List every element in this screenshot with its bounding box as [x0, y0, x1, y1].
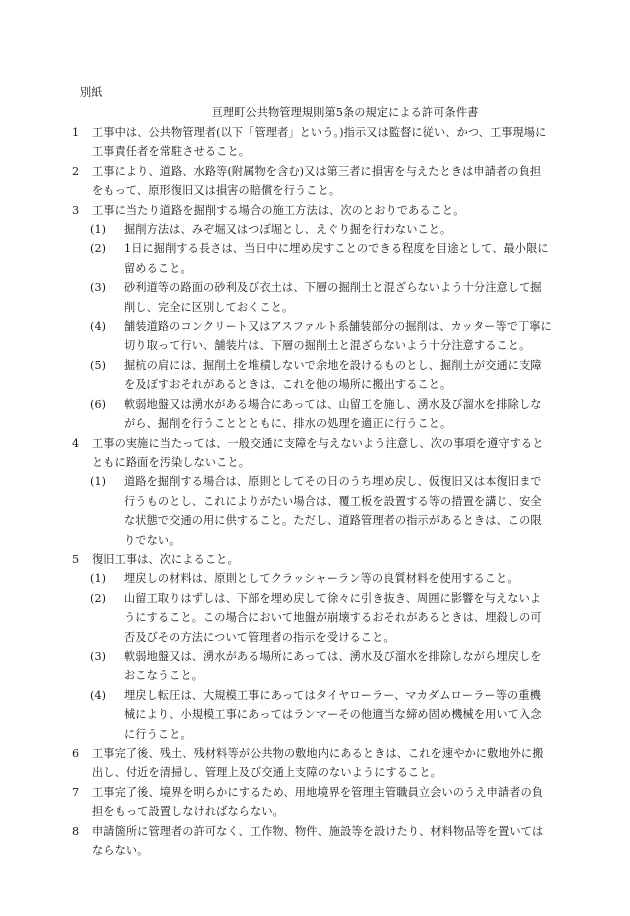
condition-subitem [72, 686, 552, 744]
attachment-label: 別紙 [80, 86, 103, 99]
item-text: 工事の実施に当たっては、一般交通に支障を与えないよう注意し、次の事項を遵守するとともに路面を汚染しないこと。 [92, 436, 544, 469]
item-number: (5) [90, 358, 107, 372]
item-number: 1 [72, 126, 80, 139]
condition-item [72, 744, 552, 783]
item-text: 軟弱地盤又は湧水がある場合にあっては、山留工を施し、湧水及び溜水を排除しながら、掘削を行うこととともに、排水の処理を適正に行うこと。 [124, 397, 542, 431]
conditions-list [72, 123, 552, 860]
condition-item [72, 123, 552, 162]
item-text: 砂利道等の路面の砂利及び衣土は、下層の掘削土と混ざらないよう十分注意して掘削し、完全に区別しておくこと。 [124, 281, 542, 314]
condition-item [72, 434, 552, 473]
condition-subitem [72, 647, 552, 686]
item-number: 5 [72, 552, 80, 566]
condition-item [72, 783, 552, 822]
condition-item [72, 162, 552, 201]
item-text: 工事により、道路、水路等(附属物を含む)又は第三者に損害を与えたときは申請者の負担をもって、原形復旧又は損害の賠償を行うこと。 [92, 164, 542, 198]
item-text: 掘削方法は、みぞ堀又はつぼ堀とし、えぐり掘を行わないこと。 [124, 223, 452, 237]
item-number: (3) [90, 649, 107, 663]
item-text: 1日に掘削する長さは、当日中に埋め戻すことのできる程度を目途として、最小限に留めること。 [124, 242, 549, 275]
item-text: 埋戻しの材料は、原則としてクラッシャーラン等の良質材料を使用すること。 [124, 572, 519, 586]
condition-subitem [72, 220, 552, 239]
item-number: 8 [72, 824, 80, 838]
condition-subitem [72, 239, 552, 278]
item-text: 工事完了後、境界を明らかにするため、用地境界を管理主管職員立会いのうえ申請者の負担をもって設置しなければならない。 [92, 785, 544, 819]
condition-subitem [72, 569, 552, 588]
item-text: 道路を掘削する場合は、原則としてその日のうち埋め戻し、仮復旧又は本復旧まで行うものとし、これによりがたい場合は、覆工板を設置する等の措置を講じ、安全な状態で交通の用に供すること。ただし、道路管理者の指示があるときは、この限りでない。 [124, 475, 542, 547]
item-number: (1) [90, 572, 107, 586]
item-number: (4) [90, 688, 107, 702]
item-text: 山留工取りはずしは、下部を埋め戻して徐々に引き抜き、周囲に影響を与えないようにすること。この場合において地盤が崩壊するおそれがあるときは、埋殺しの可否及びその方法について管理者の指示を受けること。 [124, 591, 542, 644]
condition-subitem [72, 356, 552, 395]
item-number: 4 [72, 436, 80, 450]
item-text: 申請箇所に管理者の許可なく、工作物、物件、施設等を設けたり、材料物品等を置いてはならない。 [92, 824, 544, 858]
item-number: (1) [90, 475, 107, 489]
item-number: 7 [72, 785, 80, 799]
condition-item [72, 550, 552, 569]
condition-item [72, 822, 552, 861]
item-number: 6 [72, 747, 80, 760]
item-text: 工事に当たり道路を掘削する場合の施工方法は、次のとおりであること。 [92, 203, 465, 217]
item-text: 軟弱地盤又は、湧水がある場所にあっては、湧水及び溜水を排除しながら埋戻しをおこなうこと。 [124, 649, 542, 683]
condition-subitem [72, 472, 552, 550]
condition-subitem [72, 395, 552, 434]
item-text: 埋戻し転圧は、大規模工事にあってはタイヤローラー、マカダムローラー等の重機械により、小規模工事にあってはランマーその他適当な締め固め機械を用いて入念に行うこと。 [124, 688, 542, 741]
item-text: 工事完了後、残土、残材料等が公共物の敷地内にあるときは、これを速やかに敷地外に搬出し、付近を清掃し、管理上及び交通上支障のないようにすること。 [92, 747, 544, 780]
item-number: (4) [90, 320, 107, 334]
item-text: 掘杭の肩には、掘削土を堆積しないで余地を設けるものとし、掘削土が交通に支障を及ぼすおそれがあるときは、これを他の場所に搬出すること。 [124, 358, 542, 392]
item-number: 3 [72, 203, 80, 217]
item-number: (2) [90, 591, 107, 605]
condition-subitem [72, 317, 552, 356]
item-number: (3) [90, 281, 107, 295]
document-title: 亘理町公共物管理規則第5条の規定による許可条件書 [211, 106, 479, 119]
item-number: (6) [90, 397, 107, 411]
item-number: (2) [90, 242, 107, 256]
condition-item [72, 201, 552, 220]
condition-subitem [72, 589, 552, 647]
item-text: 舗装道路のコンクリート又はアスファルト系舗装部分の掘削は、カッター等で丁寧に切り取って行い、舗装片は、下層の掘削土と混ざらないよう十分注意すること。 [124, 320, 552, 353]
item-text: 復旧工事は、次によること。 [92, 552, 239, 566]
item-number: 2 [72, 164, 80, 178]
condition-subitem [72, 278, 552, 317]
item-number: (1) [90, 223, 107, 237]
item-text: 工事中は、公共物管理者(以下「管理者」という。)指示又は監督に従い、かつ、工事現場に工事責任者を常駐させること。 [92, 126, 547, 159]
